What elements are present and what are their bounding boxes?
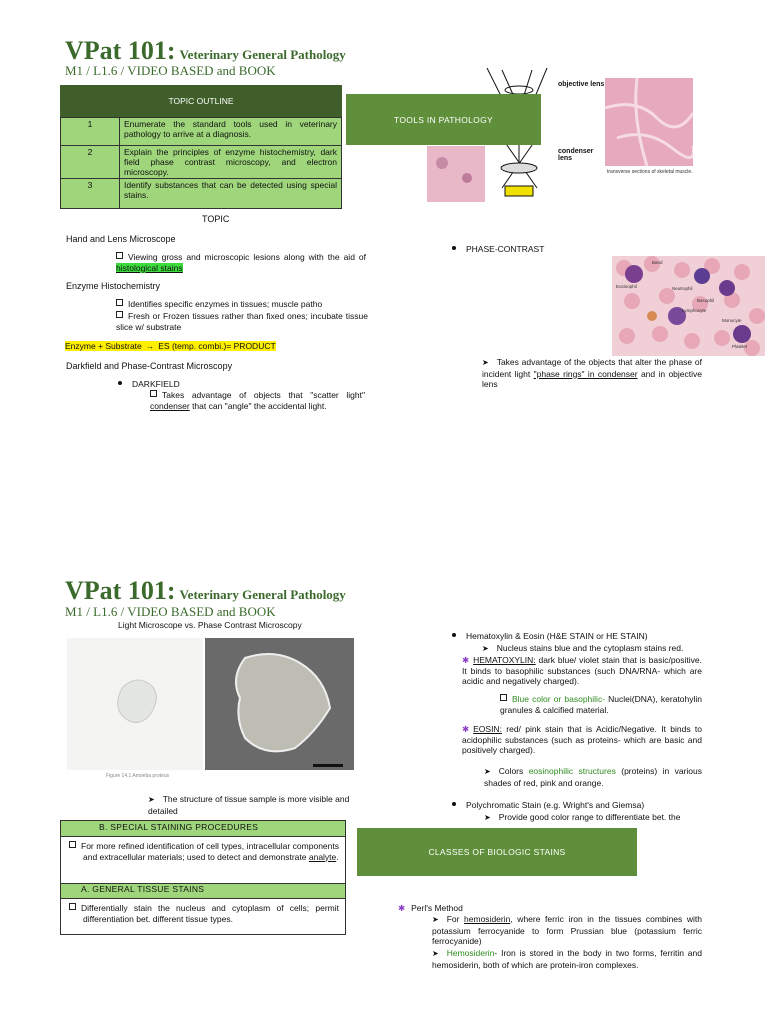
phase-contrast-text: ➤ Takes advantage of the objects that alter the phase of incident light "phase rings" in condenser and in objective lens (482, 357, 702, 389)
fig-caption-right: transverse sections of skeletal muscle. (607, 169, 693, 175)
arrow-bullet-icon: ➤ (432, 949, 439, 958)
hand-lens-item: Viewing gross and microscopic lesions along with the aid of histological stains (116, 252, 366, 273)
bullet-icon (452, 633, 456, 637)
checkbox-square-icon (116, 252, 123, 259)
page1-title-sub: Veterinary General Pathology (179, 47, 346, 62)
fig-objective-label: objective lens (558, 81, 605, 88)
special-staining-box (60, 820, 346, 886)
hand-lens-heading: Hand and Lens Microscope (66, 234, 176, 244)
special-staining-header: B. SPECIAL STAINING PROCEDURES (61, 821, 345, 837)
arrow-bullet-icon: ➤ (482, 358, 489, 367)
bullet-icon (452, 802, 456, 806)
general-stains-box (60, 883, 346, 935)
arrow-bullet-icon: ➤ (484, 813, 491, 822)
blood-cell-label: Lymphocyte (682, 308, 707, 313)
bullet-icon (118, 381, 122, 385)
blue-basophilic-text: Blue color or basophilic- Nuclei(DNA), keratohylin granules & calcified material. (500, 694, 702, 715)
arrow-bullet-icon: ➤ (148, 795, 155, 804)
pin-icon: ✱ (462, 724, 470, 734)
page2-title-sub: Veterinary General Pathology (179, 587, 346, 602)
checkbox-square-icon (69, 903, 76, 910)
perls-text: ➤ For hemosiderin, where ferric iron in the tissues combines with potassium ferrocyanide to form Prussian blue (potassium ferric ferrocyanide) (432, 914, 702, 946)
outline-num: 2 (61, 146, 120, 179)
amoeba-phase-graphic (205, 638, 354, 770)
fig-condenser-label: condenser lens (558, 148, 594, 162)
classes-of-biologic-stains-banner: CLASSES OF BIOLOGIC STAINS (357, 828, 637, 876)
blood-cell-label: Monocyte (722, 318, 742, 323)
polychromatic-heading: Polychromatic Stain (e.g. Wright's and Giemsa) (452, 800, 644, 811)
arrow-bullet-icon: ➤ (484, 767, 491, 776)
checkbox-square-icon (69, 841, 76, 848)
perls-heading: ✱ Perl's Method (398, 903, 463, 913)
blood-cell-label: Platelet (732, 344, 748, 349)
topic-label: TOPIC (202, 214, 230, 224)
outline-num: 3 (61, 179, 120, 209)
tools-in-pathology-banner: TOOLS IN PATHOLOGY (346, 94, 541, 145)
outline-row (61, 179, 342, 209)
outline-text: Explain the principles of enzyme histochemistry, dark field phase contrast microscopy, and electron microscopy. (120, 146, 342, 179)
phase-contrast-label: PHASE-CONTRAST (452, 244, 544, 255)
blood-smear-image (612, 256, 765, 356)
blood-cells-graphic (612, 256, 765, 356)
checkbox-square-icon (116, 311, 123, 318)
amoeba-light-graphic (67, 638, 203, 770)
polychromatic-sub: ➤ Provide good color range to differentiate bet. the (484, 812, 681, 822)
checkbox-square-icon (150, 390, 157, 397)
checkbox-square-icon (116, 299, 123, 306)
arrow-bullet-icon: ➤ (482, 644, 489, 653)
blood-cell-label: Band (652, 260, 663, 265)
topic-outline-header: TOPIC OUTLINE (60, 85, 342, 117)
enzyme-heading: Enzyme Histochemistry (66, 281, 161, 291)
topic-outline-table (60, 117, 342, 209)
phase-contrast-image (205, 638, 354, 770)
figure-title: Light Microscope vs. Phase Contrast Microscopy (118, 620, 302, 630)
outline-num: 1 (61, 118, 120, 146)
bullet-icon (452, 246, 456, 250)
general-stains-text: Differentially stain the nucleus and cytoplasm of cells; permit differentiation bet. different tissue types. (61, 899, 345, 934)
arrow-right-icon: → (142, 341, 159, 351)
page1-title-main: VPat 101: (65, 36, 176, 65)
general-stains-header: A. GENERAL TISSUE STAINS (61, 884, 345, 899)
darkfield-label: DARKFIELD (118, 379, 180, 390)
page2-title-main: VPat 101: (65, 576, 176, 605)
pin-icon: ✱ (398, 903, 406, 913)
page2-subtitle: M1 / L1.6 / VIDEO BASED and BOOK (65, 604, 276, 619)
darkfield-heading: Darkfield and Phase-Contrast Microscopy (66, 361, 233, 371)
structure-text: ➤ The structure of tissue sample is more visible and detailed (148, 794, 350, 816)
blood-cell-label: Neutrophil (672, 286, 693, 291)
enzyme-item: Identifies specific enzymes in tissues; muscle patho (116, 299, 368, 310)
light-microscope-image (67, 638, 203, 770)
he-heading: Hematoxylin & Eosin (H&E STAIN or HE STAIN) (452, 631, 648, 642)
pin-icon: ✱ (462, 655, 470, 665)
enzyme-item: Fresh or Frozen tissues rather than fixed ones; incubate tissue slice w/ substrate (116, 311, 368, 332)
blood-cell-label: Basophil (697, 298, 715, 303)
special-staining-text: For more refined identification of cell types, intracellular components and extracellular materials; used to detect and demonstrate analyte. (61, 837, 345, 885)
checkbox-square-icon (500, 694, 507, 701)
hematoxylin-text: ✱ HEMATOXYLIN: dark blue/ violet stain that is basic/positive. It binds to basophilic substances (such DNA/RNA- which are acidic and negatively charged). (462, 655, 702, 686)
arrow-bullet-icon: ➤ (432, 915, 439, 924)
outline-row (61, 118, 342, 146)
page1-title (65, 36, 346, 66)
enzyme-equation: Enzyme + Substrate → ES (temp. combi.)= PRODUCT (65, 341, 276, 351)
page2-title (65, 576, 346, 606)
outline-text: Enumerate the standard tools used in veterinary pathology to arrive at a diagnosis. (120, 118, 342, 146)
figure-caption-left: Figure 14.1 Amoeba proteus (106, 773, 170, 779)
eosin-text: ✱ EOSIN: red/ pink stain that is Acidic/Negative. It binds to acidophilic substances (such as proteins- which are basic and positively charged). (462, 724, 702, 755)
he-sub: ➤ Nucleus stains blue and the cytoplasm stains red. (482, 643, 684, 653)
blood-cell-label: Eosinophil (616, 284, 637, 289)
page1-subtitle: M1 / L1.6 / VIDEO BASED and BOOK (65, 63, 276, 78)
hemosiderin-text: ➤ Hemosiderin- Iron is stored in the body in two forms, ferritin and hemosiderin, both of which are protein-iron complexes. (432, 948, 702, 970)
darkfield-text: Takes advantage of objects that "scatter light" condenser that can "angle" the accidental light. (150, 390, 365, 411)
outline-text: Identify substances that can be detected using special stains. (120, 179, 342, 209)
outline-row (61, 146, 342, 179)
colors-eosinophilic-text: ➤ Colors eosinophilic structures (proteins) in various shades of red, pink and orange. (484, 766, 702, 788)
